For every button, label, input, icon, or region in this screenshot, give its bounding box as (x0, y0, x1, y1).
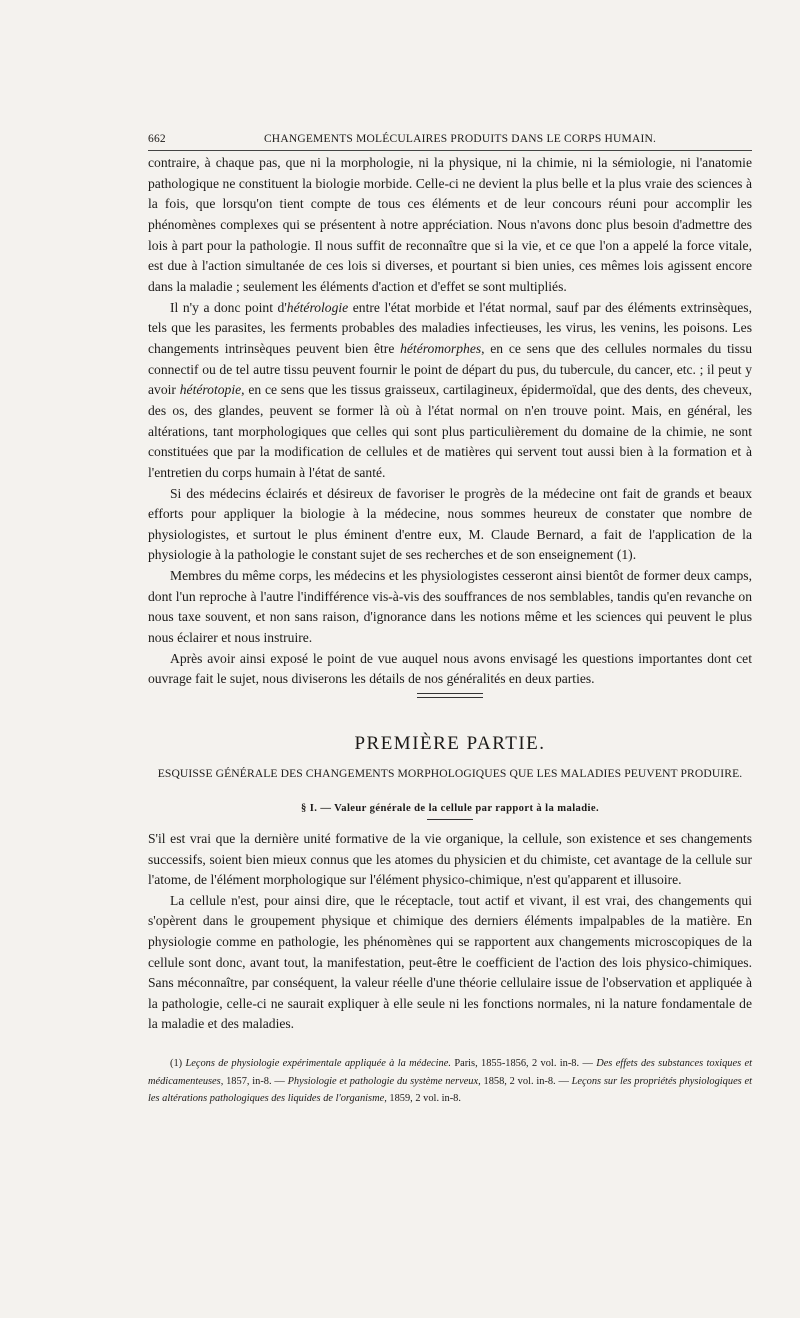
text-run: , en ce sens que les tissus graisseux, cartilagineux, épidermoïdal, que des dents, des cheveux, des os, des glandes, peuvent se former là où à l'état normal on n'en trouve point. Mais, en général, les altérations, tant morphologiques que celles qui sont plus particulièrement du domaine de la chimie, ne sont constituées que par la modification de cellules et de matières qui servent tout aussi bien à la formation et à l'entretien du corps humain à l'état de santé. (148, 382, 752, 480)
section-rule (427, 819, 473, 820)
paragraph: La cellule n'est, pour ainsi dire, que le réceptacle, tout actif et vivant, il est vrai, des changements qui s'opèrent dans le groupement physique et chimique des derniers éléments impalpables de la matière. En physiologie comme en pathologie, les phénomènes qui se rapportent aux changements microscopiques de la cellule sont donc, avant tout, la manifestation, peut-être le coefficient de l'action des lois physico-chimiques. Sans méconnaître, par conséquent, la valeur réelle d'une théorie cellulaire issue de l'observation et appliquée à la pathologie, celle-ci ne saurait expliquer à elle seule ni les fonctions normales, ni la nature fondamentale de la maladie et des maladies. (148, 892, 752, 1032)
text-run: , en ce sens que des cellules normales du tissu connectif ou de tel autre tissu peuvent fournir le point de départ du pus, du tubercule, du cancer, etc. ; il peut y avoir (148, 340, 752, 398)
section-heading: § I. — Valeur générale de la cellule par rapport à la maladie. (300, 803, 600, 814)
italic-term: hétéromorphes (400, 340, 482, 356)
part-subtitle: ESQUISSE GÉNÉRALE DES CHANGEMENTS MORPHOLOGIQUES QUE LES MALADIES PEUVENT PRODUIRE. (157, 767, 743, 780)
italic-term: hétérologie (286, 299, 349, 315)
page-number: 662 (148, 133, 166, 145)
text-run: (1) (170, 1058, 186, 1069)
header-rule (148, 150, 752, 151)
section-divider (417, 693, 483, 698)
footnote (148, 1055, 752, 1108)
text-run: entre l'état morbide et l'état normal, sauf par des éléments extrinsèques, tels que les parasites, les ferments probables des maladies infectieuses, les virus, les venins, les poisons. Les changements intrinsèques peuvent bien être (148, 299, 753, 356)
text-run: 1858, 2 vol. in-8. — (480, 1075, 572, 1087)
running-header (148, 133, 752, 151)
paragraph (148, 298, 752, 484)
text-run: 1859, 2 vol. in-8. (386, 1093, 461, 1105)
italic-title: Physiologie et pathologie du système nerveux, (287, 1075, 481, 1087)
paragraph: Membres du même corps, les médecins et les physiologistes cesseront ainsi bientôt de former deux camps, dont l'un reproche à l'autre l'indifférence vis-à-vis des souffrances de nos semblables, tandis qu'en revanche on nous taxe souvent, et non sans raison, d'ignorance dans les notions même et les sciences qui peuvent le plus nous éclairer et nous instruire. (148, 568, 752, 646)
paragraph: S'il est vrai que la dernière unité formative de la vie organique, la cellule, son existence et ses changements successifs, soient bien mieux connus que les atomes du physicien et du chimiste, cet avantage de la cellule sur l'atome, de l'élément morphologique sur l'élément physico-chimique, n'est qu'apparent et illusoire. (148, 831, 752, 888)
italic-title: Leçons de physiologie expérimentale appliquée à la médecine. (185, 1058, 451, 1069)
text-run: Paris, 1855-1856, 2 vol. in-8. — (450, 1058, 597, 1069)
text-run: 1857, in-8. — (223, 1075, 288, 1087)
paragraph: contraire, à chaque pas, que ni la morphologie, ni la physique, ni la chimie, ni la sémiologie, ni l'anatomie pathologique ne constituent la biologie morbide. Celle-ci ne devient la plus belle et la plus vraie des sciences à la fois, que lorsqu'on tient compte de tous ces éléments et de leur concours réuni pour accomplir les phénomènes complexes qui se présentent à notre appréciation. Nous n'avons donc plus besoin d'admettre des lois à part pour la pathologie. Il nous suffit de reconnaître que si la vie, et ce que l'on a appelé la force vitale, est due à l'action simultanée de ces lois si diverses, et pourtant si bien unies, ces mêmes lois agissent encore dans la maladie ; seulement les éléments d'action et d'effet se sont multipliés. (148, 155, 752, 294)
italic-title: Des effets des substances toxiques et médicamenteuses, (148, 1058, 753, 1087)
running-title: CHANGEMENTS MOLÉCULAIRES PRODUITS DANS LE CORPS HUMAIN. (263, 133, 657, 145)
part-title: PREMIÈRE PARTIE. (354, 733, 546, 754)
italic-term: hétérotopie (179, 382, 242, 398)
section-text (148, 829, 752, 1035)
intro-text (148, 153, 752, 690)
paragraph: Après avoir ainsi exposé le point de vue auquel nous avons envisagé les questions importantes dont cet ouvrage fait le sujet, nous diviserons les détails de nos généralités en deux parties. (148, 650, 752, 687)
paragraph: Si des médecins éclairés et désireux de favoriser le progrès de la médecine ont fait de grands et beaux efforts pour appliquer la biologie à la médecine, nous sommes heureux de constater que nombre de physiologistes, et surtout le plus éminent d'entre eux, M. Claude Bernard, a fait de l'application de la physiologie à la pathologie le constant sujet de ses recherches et de son enseignement (1). (148, 485, 752, 563)
text-run: Il n'y a donc point d' (170, 299, 287, 315)
italic-title: Leçons sur les propriétés physiologiques et les altérations pathologiques des liquides de l'organisme, (148, 1075, 753, 1105)
